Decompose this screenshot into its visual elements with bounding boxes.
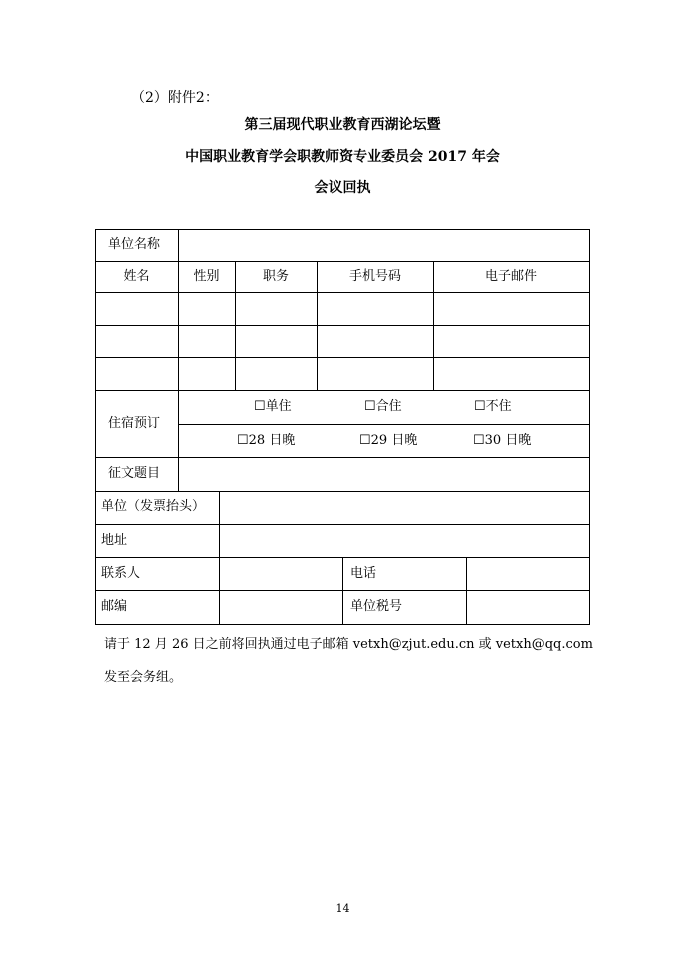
table-rule (95, 292, 590, 293)
unit-name-label: 单位名称 (108, 237, 161, 252)
table-rule (95, 325, 590, 326)
table-rule (219, 491, 220, 624)
lodging-option-single[interactable]: ☐单住 (254, 399, 292, 414)
table-rule (95, 229, 590, 230)
document-title-line-2: 中国职业教育学会职教师资专业委员会 2017 年会 (185, 149, 500, 165)
attachment-label: （2）附件2： (131, 90, 219, 106)
table-rule (95, 457, 590, 458)
table-rule (95, 261, 590, 262)
instruction-note-line-1: 请于 12 月 26 日之前将回执通过电子邮箱 vetxh@zjut.edu.cn 或 vetxh@qq.com (104, 637, 593, 652)
header-gender: 性别 (193, 269, 220, 284)
header-position: 职务 (262, 269, 289, 284)
instruction-note-line-2: 发至会务组。 (104, 670, 183, 685)
address-label: 地址 (101, 533, 128, 548)
header-mobile: 手机号码 (348, 269, 401, 284)
lodging-date-29[interactable]: ☐29 日晚 (359, 433, 418, 448)
header-email: 电子邮件 (484, 269, 537, 284)
document-title-line-3: 会议回执 (314, 180, 371, 196)
table-rule (589, 229, 590, 624)
invoice-label: 单位（发票抬头） (101, 499, 206, 514)
tax-id-label: 单位税号 (350, 599, 403, 614)
paper-title-label: 征文题目 (108, 466, 161, 481)
phone-label: 电话 (350, 566, 377, 581)
table-rule (95, 390, 590, 391)
lodging-date-30[interactable]: ☐30 日晚 (473, 433, 532, 448)
table-rule (95, 229, 96, 624)
lodging-date-28[interactable]: ☐28 日晚 (237, 433, 296, 448)
lodging-option-shared[interactable]: ☐合住 (364, 399, 402, 414)
table-rule (95, 357, 590, 358)
postcode-label: 邮编 (101, 599, 128, 614)
table-rule (95, 491, 590, 492)
page-number: 14 (335, 902, 350, 915)
header-name: 姓名 (123, 269, 150, 284)
lodging-option-none[interactable]: ☐不住 (474, 399, 512, 414)
table-rule (342, 557, 343, 624)
table-rule (178, 424, 590, 425)
lodging-label: 住宿预订 (108, 416, 161, 431)
document-title-line-1: 第三届现代职业教育西湖论坛暨 (244, 117, 441, 133)
table-rule (95, 624, 590, 625)
table-rule (95, 524, 590, 525)
contact-person-label: 联系人 (101, 566, 141, 581)
table-rule (466, 557, 467, 624)
